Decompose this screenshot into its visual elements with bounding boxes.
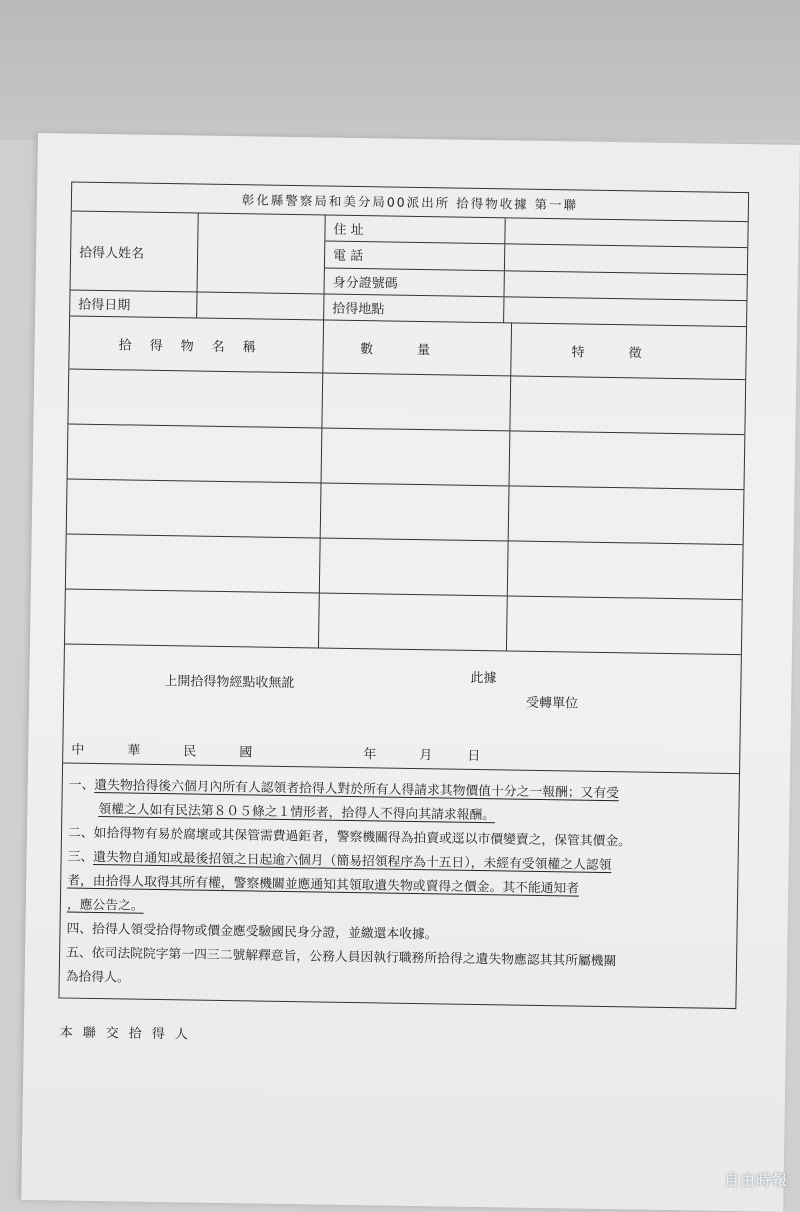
form-title: 彰化縣警察局和美分局00派出所 拾得物收據 第一聯 [241,192,579,213]
date-label: 拾得日期 [70,291,197,318]
acknowledgement-block [63,644,741,774]
finder-info-row [71,212,748,302]
col-item-name: 拾得物名稱 [69,317,324,373]
note-text: 遺失物自通知或最後招領之日起逾六個月（簡易招領程序為十五日），未經有受領權之人認領 [93,849,612,874]
item-name-cell[interactable] [65,589,320,647]
note-5: 五、依司法院院字第一四三二號解釋意旨，公務人員因執行職務所拾得之遺失物應認其其所屬機關 [66,945,617,970]
date-month: 月 [419,748,433,764]
place-label: 拾得地點 [324,295,504,323]
item-quantity-cell[interactable] [321,483,510,540]
phone-value[interactable] [505,245,747,274]
id-value[interactable] [504,271,746,300]
item-quantity-cell[interactable] [319,593,508,650]
footer-note: 本聯交拾得人 [59,1025,198,1043]
note-4: 四、拾得人領受拾得物或價金應受驗國民身分證，並繳還本收據。 [66,921,438,943]
note-text: ，應公告之。 [66,897,144,914]
receipt-form-table [58,182,749,1010]
receipt-text: 此據 [470,670,497,687]
finder-name-value[interactable] [198,214,326,294]
col-quantity: 數量 [323,321,512,376]
item-name-cell[interactable] [67,480,322,538]
note-5-cont: 為拾得人。 [65,969,130,986]
finder-contact-group [325,216,748,301]
date-hua: 華 [127,743,141,759]
date-min: 民 [183,744,197,760]
item-feature-cell[interactable] [510,376,745,434]
date-guo: 國 [239,745,253,761]
finder-name-label: 拾得人姓名 [71,212,199,292]
date-day: 日 [467,748,481,765]
date-year: 年 [363,747,377,763]
watermark-logo: 自由時報 [723,1171,788,1189]
note-text: 者，由拾得人取得其所有權，警察機關並應通知其領取遺失物或賣得之價金。其不能通知者 [67,873,580,897]
note-2: 二、如拾得物有易於腐壞或其保管需費過鉅者，警察機關得為拍賣或逕以市價變賣之，保管其價金。 [67,825,632,850]
address-label: 住 址 [325,216,505,244]
notes-section [59,763,739,1008]
checked-text: 上開拾得物經點收無訛 [164,674,295,692]
item-feature-cell[interactable] [509,486,744,544]
address-value[interactable] [505,218,747,247]
date-value[interactable] [197,293,324,320]
unit-label: 受轉單位 [525,695,579,712]
note-text: 領權之人如有民法第８０５條之１情形者，拾得人不得向其請求報酬。 [98,802,496,824]
item-name-cell[interactable] [66,535,321,593]
note-text: 三、 [67,849,94,865]
item-quantity-cell[interactable] [320,538,509,595]
note-text: 一、 [68,777,95,793]
background [0,0,800,140]
note-text: 遺失物拾得後六個月內所有人認領者拾得人對於所有人得請求其物價值十分之一報酬；又有受 [94,777,620,802]
receipt-paper [21,133,800,1212]
place-value[interactable] [504,297,746,326]
id-label: 身分證號碼 [325,268,505,296]
date-zhong: 中 [71,742,85,758]
item-name-cell[interactable] [68,370,323,428]
col-feature: 特徵 [571,344,686,362]
item-feature-cell[interactable] [507,596,742,654]
item-quantity-cell[interactable] [322,429,511,486]
phone-label: 電 話 [325,242,505,270]
item-feature-cell[interactable] [510,431,745,489]
item-feature-cell[interactable] [508,541,743,599]
item-name-cell[interactable] [68,425,323,483]
item-quantity-cell[interactable] [322,374,511,431]
